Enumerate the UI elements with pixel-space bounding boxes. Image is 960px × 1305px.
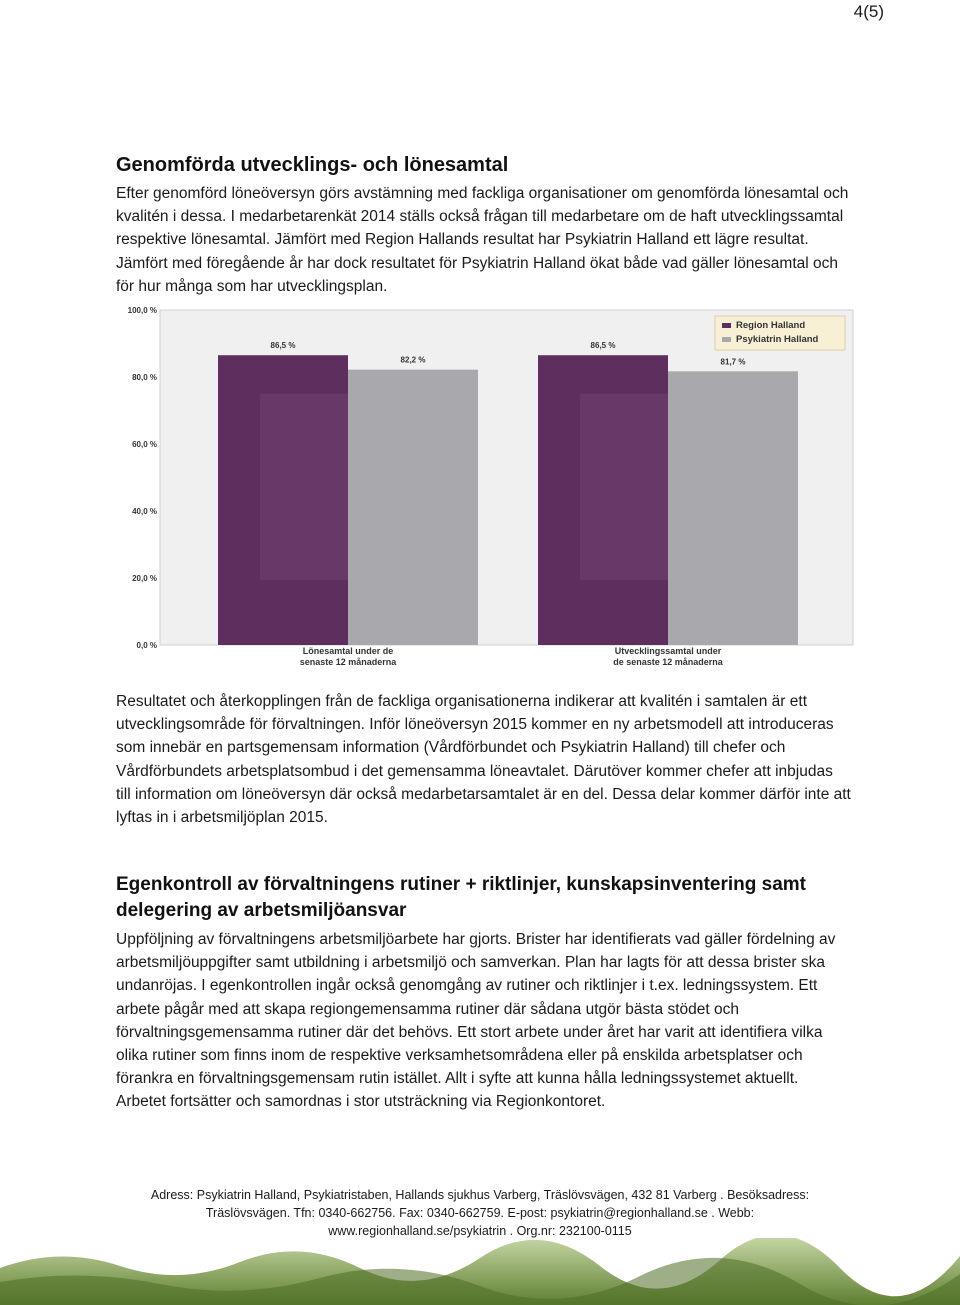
footer-contact: Träslövsvägen. Tfn: 0340-662756. Fax: 0340-662759. E-post: psykiatrin@regionhalland.se . Webb: xyxy=(205,1206,755,1220)
data-label: 81,7 % xyxy=(720,357,746,367)
grass-decoration xyxy=(0,1238,960,1305)
chart-legend xyxy=(715,316,845,350)
x-tick-label: de senaste 12 månaderna xyxy=(613,657,723,667)
y-tick-label: 20,0 % xyxy=(132,574,157,583)
bar-shading xyxy=(260,394,348,580)
y-tick-label: 0,0 % xyxy=(136,641,157,650)
bar-psykiatrin-halland xyxy=(668,371,798,645)
x-tick-label: Lönesamtal under de xyxy=(302,646,394,656)
page-number: 4(5) xyxy=(853,2,884,21)
y-tick-label: 40,0 % xyxy=(132,507,157,516)
data-label: 86,5 % xyxy=(590,341,616,351)
legend-swatch xyxy=(722,323,731,328)
footer-web: www.regionhalland.se/psykiatrin . Org.nr: 232100-0115 xyxy=(328,1224,632,1238)
legend-swatch xyxy=(722,337,731,342)
legend-label: Region Halland xyxy=(736,320,806,331)
results-paragraph: Resultatet och återkopplingen från de fackliga organisationerna indikerar att kvalitén i samtalen är ett utvecklingsområde för förvaltningen. Inför löneöversyn 2015 kommer en ny arbetsmodell att introduceras som innebär en partsgemensam information (Vårdförbundet och Psykiatrin Halland) till chefer och Vårdförbundets arbetsplatsombud i det gemensamma löneavtalet. Därutöver kommer chefer att inbjudas till information om löneöversyn där också medarbetarsamtalet är en del. Dessa delar kommer därför inte att lyftas in i arbetsmiljöplan 2015. xyxy=(116,693,851,827)
legend-label: Psykiatrin Halland xyxy=(736,334,819,345)
intro-paragraph: Efter genomförd löneöversyn görs avstämning med fackliga organisationer om genomförda lönesamtal och kvalitén i dessa. I medarbetarenkät 2014 ställs också frågan till medarbetare om de haft utvecklingssamtal respektive lönesamtal. Jämfört med Region Hallands resultat har Psykiatrin Halland ett lägre resultat. Jämfört med föregående år har dock resultatet för Psykiatrin Halland ökat både vad gäller lönesamtal och för hur många som har utvecklingsplan. xyxy=(116,185,849,295)
data-label: 86,5 % xyxy=(270,341,296,351)
y-tick-label: 100,0 % xyxy=(127,306,157,315)
bar-psykiatrin-halland xyxy=(348,370,478,645)
data-label: 82,2 % xyxy=(400,355,426,365)
x-tick-label: Utvecklingssamtal under xyxy=(614,646,722,656)
bar-shading xyxy=(580,394,668,580)
y-axis xyxy=(128,306,157,650)
footer-address: Adress: Psykiatrin Halland, Psykiatristaben, Hallands sjukhus Varberg, Träslövsvägen, 432 81 Varberg . Besöksadress: xyxy=(150,1188,810,1202)
egenkontroll-paragraph: Uppföljning av förvaltningens arbetsmiljöarbete har gjorts. Brister har identifierats vad gäller fördelning av arbetsmiljöuppgifter samt utbildning i arbetsmiljö och samverkan. Plan har lagts för att dessa brister ska undanröjas. I egenkontrollen ingår också genomgång av rutiner och riktlinjer i t.ex. ledningssystem. Ett arbete pågår med att skapa regiongemensamma rutiner där sådana utgör bästa stödet och förvaltningsgemensamma rutiner där det behövs. Ett stort arbete under året har varit att identifiera vilka olika rutiner som finns inom de respektive verksamhetsområdena eller på enskilda arbetsplatser och förankra en förvaltningsgemensam rutin istället. Allt i syfte att kunna hålla ledningssystemet aktuellt. Arbetet fortsätter och samordnas i stor utsträckning via Regionkontoret. xyxy=(116,931,836,1111)
y-tick-label: 80,0 % xyxy=(132,373,157,382)
x-tick-label: senaste 12 månaderna xyxy=(299,657,397,667)
footer xyxy=(90,1186,870,1240)
y-tick-label: 60,0 % xyxy=(132,440,157,449)
section-heading-samtal: Genomförda utvecklings- och lönesamtal xyxy=(116,154,509,176)
x-axis-labels xyxy=(300,646,724,667)
bar-chart xyxy=(110,300,860,675)
section-heading-egenkontroll: Egenkontroll av förvaltningens rutiner + riktlinjer, kunskapsinventering samt delegering av arbetsmiljöansvar xyxy=(116,874,806,921)
